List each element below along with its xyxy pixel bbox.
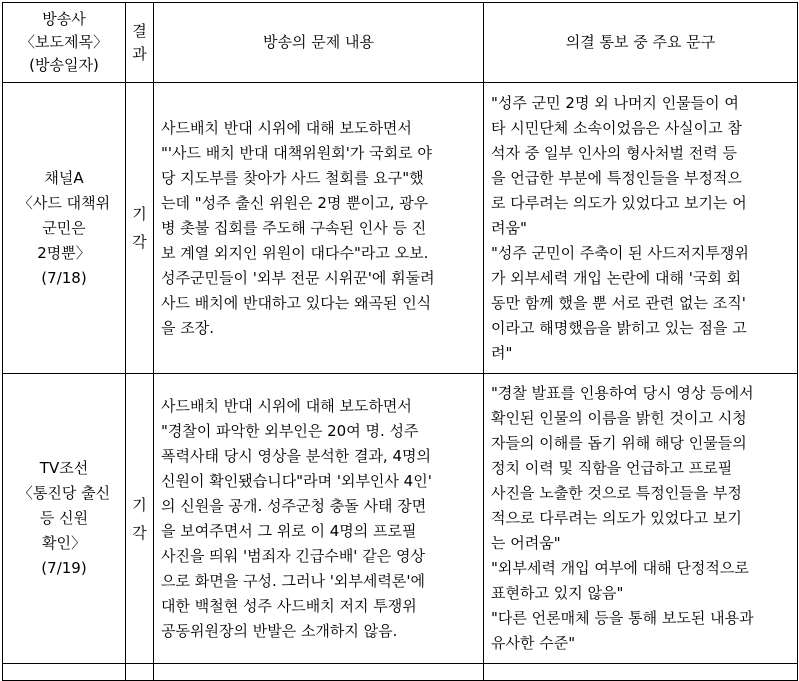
decision-table [2, 2, 798, 681]
result-cell: 기 각 [126, 83, 154, 374]
table-row [3, 83, 798, 374]
problem-cell: 사드배치 반대 시위에 대해 보도하면서 "경찰이 파악한 외부인은 20여 명. 성주 폭력사태 당시 영상을 분석한 결과, 4명의 신원이 확인됐습니다"라며 '외부인사 4인' 의 신원을 공개. 성주군청 충돌 사태 장면 을 보여주면서 그 위로 이 4명의 프로필 사진을 띄워 '범죄자 긴급수배' 같은 영상 으로 화면을 구성. 그러나 '외부세력론'에 대한 백철현 성주 사드배치 저지 투쟁위 공동위원장의 반발은 소개하지 않음. [154, 374, 484, 664]
table-row [3, 374, 798, 664]
header-result: 결 과 [126, 3, 154, 83]
header-row [3, 3, 798, 83]
header-broadcaster: 방송사 〈보도제목〉 (방송일자) [3, 3, 126, 83]
header-problem: 방송의 문제 내용 [154, 3, 484, 83]
notice-cell: "경찰 발표를 인용하여 당시 영상 등에서 확인된 인물의 이름을 밝힌 것이고 시청 자들의 이해를 돕기 위해 해당 인물들의 정치 이력 및 직함을 언급하고 프로필 사진을 노출한 것으로 특정인들을 부정 적으로 다루려는 의도가 있었다고 보기 는 어려움" "외부세력 개입 여부에 대해 단정적으로 표현하고 있지 않음" "다른 언론매체 등을 통해 보도된 내용과 유사한 수준" [484, 374, 798, 664]
header-notice: 의결 통보 중 주요 문구 [484, 3, 798, 83]
result-cell: 기 각 [126, 374, 154, 664]
broadcast-title-cell: 채널A 〈사드 대책위 군민은 2명뿐〉 (7/18) [3, 83, 126, 374]
problem-cell: 사드배치 반대 시위에 대해 보도하면서 "'사드 배치 반대 대책위원회'가 국회로 야 당 지도부를 찾아가 사드 철회를 요구"했 는데 "성주 출신 위원은 2명 뿐이고, 광우 병 촛불 집회를 주도해 구속된 인사 등 진 보 계열 외지인 위원이 대다수"라고 오보. 성주군민들이 '외부 전문 시위꾼'에 휘둘려 사드 배치에 반대하고 있다는 왜곡된 인식 을 조장. [154, 83, 484, 374]
table-row-partial [3, 664, 798, 681]
broadcast-title-cell: TV조선 〈통진당 출신 등 신원 확인〉 (7/19) [3, 374, 126, 664]
notice-cell: "성주 군민 2명 외 나머지 인물들이 여 타 시민단체 소속이었음은 사실이고 참 석자 중 일부 인사의 형사처벌 전력 등 을 언급한 부분에 특정인들을 부정적으 로 다루려는 의도가 있었다고 보기는 어 려움" "성주 군민이 주축이 된 사드저지투쟁위 가 외부세력 개입 논란에 대해 '국회 회 동만 함께 했을 뿐 서로 관련 없는 조직' 이라고 해명했음을 밝히고 있는 점을 고 려" [484, 83, 798, 374]
